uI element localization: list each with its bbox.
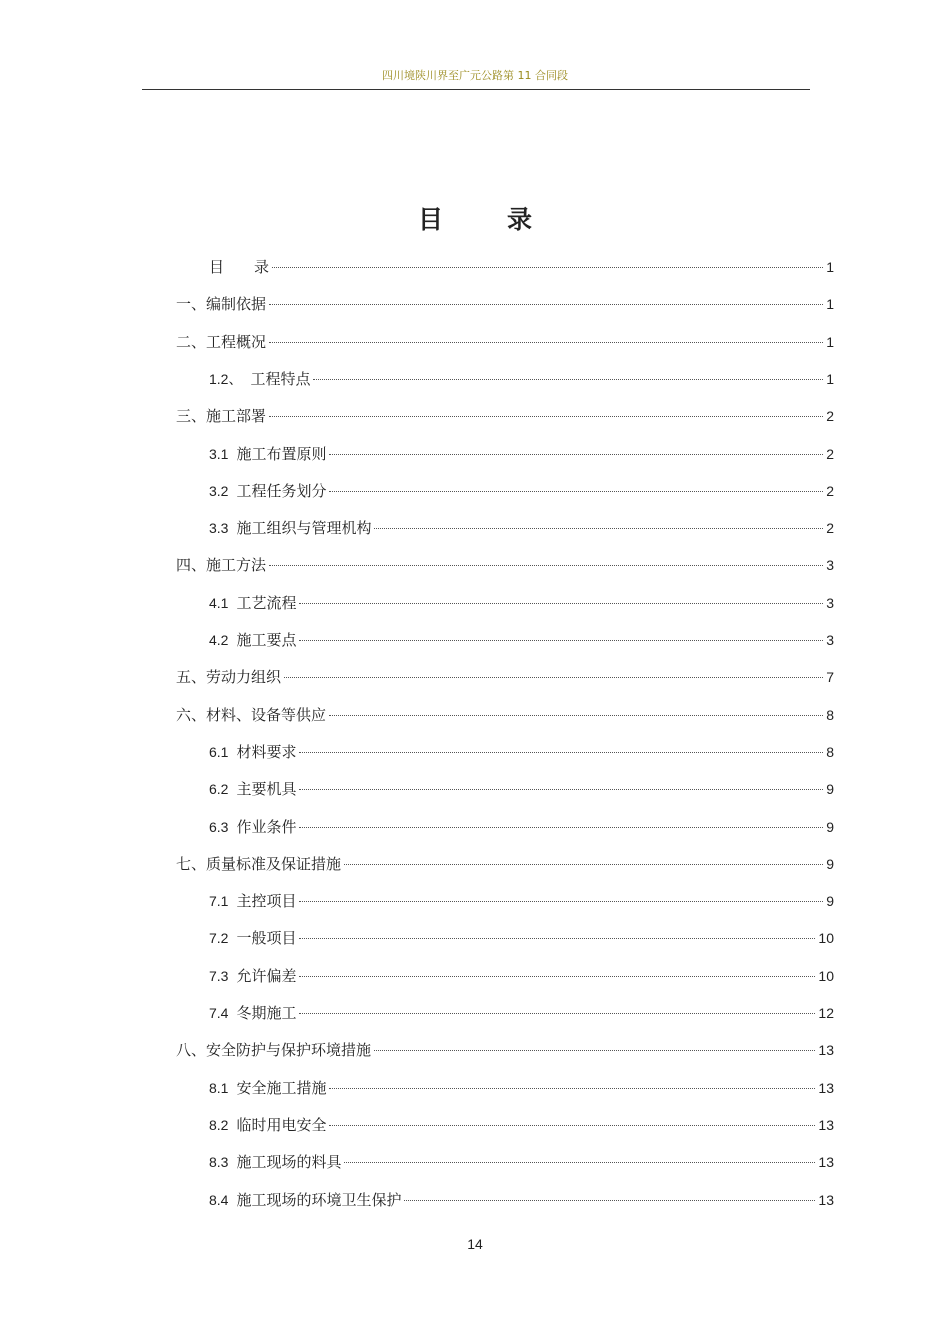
toc-entry-label: 临时用电安全 (236, 1115, 327, 1134)
toc-entry-page: 1 (826, 296, 834, 313)
toc-entry-page: 12 (818, 1005, 834, 1021)
toc-entry-label: 三、施工部署 (176, 407, 267, 426)
toc-entry-label: 安全施工措施 (236, 1078, 327, 1097)
toc-entry-label-group (209, 1077, 326, 1099)
toc-entry-number: 4.2 (209, 632, 229, 648)
toc-entry-label: 施工布置原则 (236, 444, 327, 463)
toc-entry-number: 7.2 (209, 930, 229, 947)
toc-dot-leader (269, 565, 823, 566)
toc-dot-leader (299, 901, 823, 902)
toc-entry[interactable] (176, 666, 834, 688)
page-title-right: 录 (507, 205, 533, 234)
toc-entry-page: 8 (826, 706, 834, 723)
toc-entry-label: 四、施工方法 (176, 556, 267, 575)
toc-dot-leader (374, 528, 823, 529)
toc-entry[interactable] (209, 1114, 834, 1136)
toc-dot-leader (299, 603, 823, 604)
toc-entry-label: 主控项目 (236, 892, 297, 911)
toc-entry-label-group (209, 965, 296, 987)
toc-entry-label-group (176, 293, 266, 315)
toc-entry-label: 施工现场的料具 (236, 1153, 342, 1172)
toc-dot-leader (344, 1162, 815, 1163)
toc-dot-leader (272, 267, 823, 268)
toc-dot-leader (329, 1125, 815, 1126)
toc-dot-leader (299, 827, 823, 828)
page-number: 14 (467, 1236, 483, 1252)
toc-entry[interactable] (209, 927, 834, 949)
toc-entry-page: 3 (826, 632, 834, 648)
toc-dot-leader (269, 304, 823, 305)
toc-entry-label-group (209, 517, 371, 539)
toc-dot-leader (299, 1013, 815, 1014)
toc-dot-leader (374, 1050, 815, 1051)
toc-entry-label: 一、编制依据 (176, 295, 267, 314)
toc-entry-page: 13 (818, 1079, 834, 1096)
toc-dot-leader (269, 342, 823, 343)
toc-entry-page: 8 (826, 743, 834, 760)
toc-entry[interactable] (176, 704, 834, 726)
toc-entry[interactable] (209, 256, 834, 278)
toc-entry-label: 目 录 (209, 258, 270, 276)
toc-entry-label-group (209, 1151, 341, 1173)
toc-entry-label-group (209, 927, 296, 949)
toc-entry-label-group (209, 368, 310, 390)
toc-entry-label-group (209, 443, 326, 465)
toc-entry-number: 8.1 (209, 1079, 229, 1096)
toc-entry[interactable] (176, 405, 834, 427)
toc-entry-page: 9 (826, 781, 834, 798)
toc-entry-label-group (209, 778, 296, 800)
toc-entry[interactable] (209, 1151, 834, 1173)
toc-entry-label-group (209, 1114, 326, 1136)
toc-entry-number: 3.3 (209, 520, 229, 537)
toc-entry[interactable] (209, 480, 834, 502)
toc-entry-page: 3 (826, 594, 834, 611)
toc-entry-label: 主要机具 (236, 780, 297, 799)
toc-entry-page: 1 (826, 333, 834, 350)
toc-entry-label: 五、劳动力组织 (176, 668, 282, 687)
toc-entry[interactable] (209, 741, 834, 763)
toc-entry-page: 13 (818, 1116, 834, 1133)
toc-entry-page: 2 (826, 408, 834, 425)
toc-dot-leader (329, 715, 823, 716)
toc-entry-page: 10 (818, 967, 834, 984)
toc-entry-number: 3.1 (209, 445, 229, 462)
toc-entry-label-group (176, 666, 281, 688)
toc-entry[interactable] (209, 629, 834, 651)
toc-entry[interactable] (209, 1002, 834, 1024)
toc-entry-label: 八、安全防护与保护环境措施 (176, 1041, 372, 1060)
toc-entry-label-group (209, 741, 296, 763)
toc-entry-page: 1 (826, 259, 834, 275)
page-title-left: 目 (417, 205, 443, 234)
toc-entry-number: 6.1 (209, 743, 229, 760)
toc-dot-leader (299, 752, 823, 753)
toc-entry[interactable] (176, 293, 834, 315)
toc-entry-number: 1.2、 (209, 370, 243, 387)
toc-entry-number: 6.2 (209, 781, 229, 798)
toc-entry-page: 9 (826, 893, 834, 910)
toc-entry[interactable] (176, 1039, 834, 1061)
toc-dot-leader (299, 640, 823, 641)
toc-dot-leader (284, 677, 823, 678)
toc-entry-label: 作业条件 (236, 817, 297, 836)
toc-entry-label-group (176, 554, 266, 576)
toc-entry-label-group (176, 331, 266, 353)
toc-entry-label-group (209, 480, 326, 502)
toc-entry-page: 2 (826, 482, 834, 499)
toc-entry-label-group (209, 1189, 401, 1211)
toc-entry[interactable] (209, 443, 834, 465)
toc-entry-label-group (176, 853, 341, 875)
toc-entry-number: 7.4 (209, 1005, 229, 1021)
toc-entry-label: 工程特点 (250, 369, 311, 388)
toc-entry[interactable] (209, 1077, 834, 1099)
toc-entry-label: 七、质量标准及保证措施 (176, 854, 342, 873)
toc-entry-number: 7.1 (209, 893, 229, 910)
toc-dot-leader (313, 379, 823, 380)
toc-entry-page: 10 (818, 930, 834, 947)
toc-entry-page: 9 (826, 855, 834, 872)
running-header: 四川境陕川界至广元公路第 11 合同段 (382, 69, 568, 82)
toc-entry-label: 工艺流程 (236, 593, 297, 612)
toc-dot-leader (299, 789, 823, 790)
toc-entry-page: 9 (826, 818, 834, 835)
toc-entry[interactable] (176, 554, 834, 576)
header-rule (142, 89, 810, 90)
toc-entry-label: 冬期施工 (236, 1004, 297, 1022)
toc-dot-leader (404, 1200, 815, 1201)
toc-dot-leader (329, 1088, 815, 1089)
toc-entry-label-group (209, 592, 296, 614)
toc-entry-label: 一般项目 (236, 929, 297, 948)
toc-entry[interactable] (209, 592, 834, 614)
toc-entry-label-group (209, 890, 296, 912)
toc-entry-label: 施工要点 (236, 631, 297, 649)
toc-entry[interactable] (209, 778, 834, 800)
toc-entry-number: 8.2 (209, 1116, 229, 1133)
toc-entry-number: 8.4 (209, 1191, 229, 1208)
toc-entry-label: 施工组织与管理机构 (236, 519, 372, 538)
toc-entry[interactable] (209, 816, 834, 838)
toc-entry[interactable] (209, 368, 834, 390)
toc-dot-leader (299, 938, 815, 939)
toc-entry-page: 2 (826, 520, 834, 537)
toc-entry-page: 3 (826, 557, 834, 574)
toc-entry-page: 2 (826, 445, 834, 462)
toc-entry-page: 13 (818, 1191, 834, 1208)
toc-entry-label: 二、工程概况 (176, 332, 267, 351)
toc-entry-label-group (176, 405, 266, 427)
toc-entry[interactable] (209, 1189, 834, 1211)
toc-dot-leader (269, 416, 823, 417)
toc-entry-page: 13 (818, 1154, 834, 1171)
toc-entry-label: 六、材料、设备等供应 (176, 705, 327, 724)
toc-entry-number: 4.1 (209, 594, 229, 611)
toc-entry-label: 材料要求 (236, 742, 297, 761)
toc-dot-leader (329, 454, 823, 455)
toc-entry[interactable] (176, 853, 834, 875)
toc-entry[interactable] (176, 331, 834, 353)
toc-entry-number: 7.3 (209, 967, 229, 984)
toc-entry-label-group (209, 816, 296, 838)
toc-dot-leader (299, 976, 815, 977)
toc-entry[interactable] (209, 965, 834, 987)
toc-dot-leader (329, 491, 823, 492)
page-title (0, 200, 950, 236)
toc-entry-number: 3.2 (209, 482, 229, 499)
toc-entry-label-group (209, 1002, 296, 1024)
toc-entry-page: 1 (826, 370, 834, 387)
toc-entry[interactable] (209, 517, 834, 539)
toc-entry-label-group (209, 629, 296, 651)
toc-entry-label: 允许偏差 (236, 966, 297, 985)
toc-entry[interactable] (209, 890, 834, 912)
toc-entry-label-group (176, 1039, 371, 1061)
toc-entry-number: 6.3 (209, 818, 229, 835)
toc-entry-page: 7 (826, 669, 834, 686)
toc-entry-label-group (209, 256, 269, 278)
toc-entry-number: 8.3 (209, 1154, 229, 1171)
toc-dot-leader (344, 864, 823, 865)
toc-entry-label: 施工现场的环境卫生保护 (236, 1190, 402, 1209)
toc-entry-page: 13 (818, 1042, 834, 1059)
toc-entry-label: 工程任务划分 (236, 481, 327, 500)
toc-entry-label-group (176, 704, 326, 726)
